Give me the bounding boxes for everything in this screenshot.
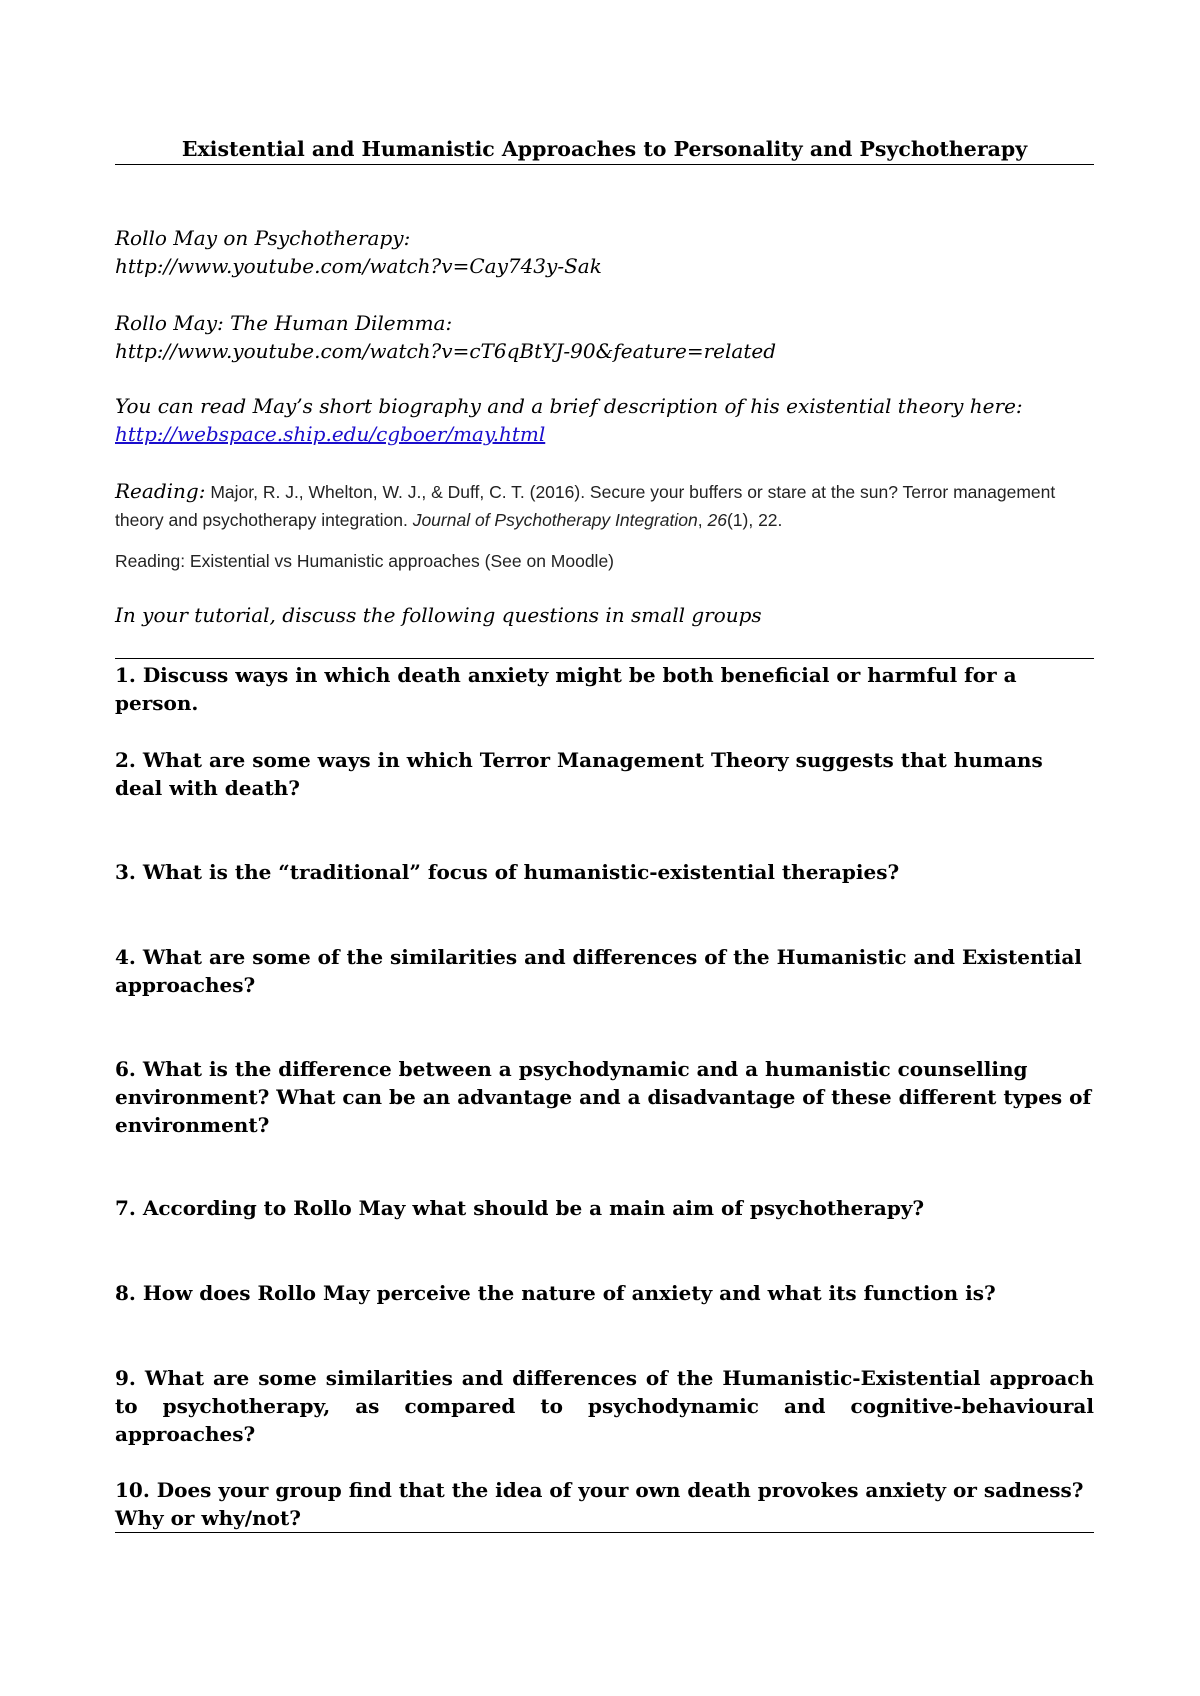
citation-journal: Journal of Psychotherapy Integration [412,510,698,530]
question-3: 3. What is the “traditional” focus of humanistic-existential therapies? [115,860,900,884]
question-1: 1. Discuss ways in which death anxiety might be both beneficial or harmful for a person. [115,663,1017,715]
question-10: 10. Does your group find that the idea of your own death provokes anxiety or sadness? Why or why/not? [115,1478,1084,1530]
question-6: 6. What is the difference between a psychodynamic and a humanistic counselling environment? What can be an advantage and a disadvantage of these different types of environment? [115,1057,1092,1137]
title-underline [115,164,1094,165]
question-7: 7. According to Rollo May what should be a main aim of psychotherapy? [115,1196,925,1220]
tutorial-instruction: In your tutorial, discuss the following questions in small groups [115,603,762,627]
reading-label: Reading: [115,479,206,503]
question-8: 8. How does Rollo May perceive the nature of anxiety and what its function is? [115,1281,996,1305]
document-title: Existential and Humanistic Approaches to Personality and Psychotherapy [181,137,1028,161]
questions-top-rule [115,658,1094,659]
resource-url: http://www.youtube.com/watch?v=cT6qBtYJ-90&feature=related [115,339,776,363]
citation-volume: 26 [707,510,727,530]
reading-citation [115,477,1094,534]
biography-link[interactable]: http://webspace.ship.edu/cgboer/may.html [115,422,546,446]
question-9: 9. What are some similarities and differences of the Humanistic-Existential approach to psychotherapy, as compared to psychodynamic and cognitive-behavioural approaches? [115,1366,1094,1446]
biography-note [115,392,1095,448]
resource-rollo-may-psychotherapy [115,224,1095,280]
question-2: 2. What are some ways in which Terror Management Theory suggests that humans deal with death? [115,748,1043,800]
resource-heading: Rollo May: The Human Dilemma: [115,311,453,335]
biography-text: You can read May’s short biography and a brief description of his existential theory here: [115,394,1023,418]
citation-issue-pages: (1), 22. [726,510,783,530]
questions-bottom-rule [115,1532,1094,1533]
citation-comma: , [697,510,708,530]
reading-moodle: Reading: Existential vs Humanistic approaches (See on Moodle) [115,551,615,571]
resource-url: http://www.youtube.com/watch?v=Cay743y-Sak [115,254,602,278]
resource-heading: Rollo May on Psychotherapy: [115,226,411,250]
resource-rollo-may-human-dilemma [115,309,1095,365]
question-4: 4. What are some of the similarities and differences of the Humanistic and Existential approaches? [115,945,1082,997]
citation-authors-title: Major, R. J., Whelton, W. J., & Duff, C. T. (2016). Secure your buffers or stare at the sun? Terror management theory and psychotherapy integration. [115,482,1056,530]
